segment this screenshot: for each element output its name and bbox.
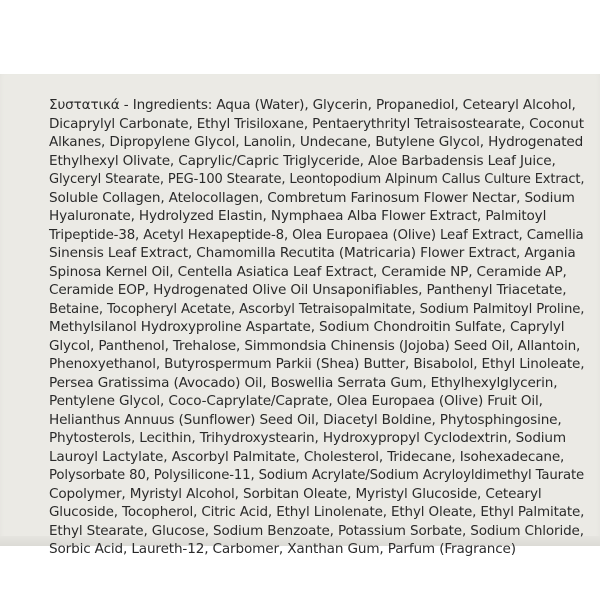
ingredients-line: Glyceryl Stearate, PEG-100 Stearate, Leontopodium Alpinum Callus Culture Extract,	[49, 171, 585, 187]
ingredients-line: Ethylhexyl Olivate, Caprylic/Capric Triglyceride, Aloe Barbadensis Leaf Juice,	[49, 152, 556, 169]
ingredients-line: Lauroyl Lactylate, Ascorbyl Palmitate, Cholesterol, Tridecane, Isohexadecane,	[49, 448, 565, 465]
ingredients-line: Spinosa Kernel Oil, Centella Asiatica Leaf Extract, Ceramide NP, Ceramide AP,	[49, 263, 567, 280]
ingredients-line: Ethyl Stearate, Glucose, Sodium Benzoate, Potassium Sorbate, Sodium Chloride,	[49, 522, 584, 539]
ingredients-line: Συστατικά - Ingredients: Aqua (Water), Glycerin, Propanediol, Cetearyl Alcohol,	[49, 97, 576, 113]
ingredients-line: Hyaluronate, Hydrolyzed Elastin, Nymphaea Alba Flower Extract, Palmitoyl	[49, 208, 547, 224]
ingredients-line: Dicaprylyl Carbonate, Ethyl Trisiloxane, Pentaerythrityl Tetraisostearate, Coconut	[49, 115, 584, 132]
ingredients-line: Phytosterols, Lecithin, Trihydroxystearin, Hydroxypropyl Cyclodextrin, Sodium	[49, 430, 566, 446]
ingredients-line: Helianthus Annuus (Sunflower) Seed Oil, Diacetyl Boldine, Phytosphingosine,	[49, 411, 562, 428]
ingredients-line: Pentylene Glycol, Coco-Caprylate/Caprate, Olea Europaea (Olive) Fruit Oil,	[49, 393, 543, 409]
ingredients-line: Sorbic Acid, Laureth-12, Carbomer, Xanthan Gum, Parfum (Fragrance)	[49, 541, 516, 557]
ingredients-line: Glucoside, Tocopherol, Citric Acid, Ethyl Linolenate, Ethyl Oleate, Ethyl Palmitate,	[49, 504, 585, 520]
ingredients-line: Tripeptide-38, Acetyl Hexapeptide-8, Olea Europaea (Olive) Leaf Extract, Camellia	[49, 226, 584, 243]
ingredients-line: Sinensis Leaf Extract, Chamomilla Recutita (Matricaria) Flower Extract, Argania	[49, 245, 576, 261]
ingredients-line: Phenoxyethanol, Butyrospermum Parkii (Shea) Butter, Bisabolol, Ethyl Linoleate,	[49, 356, 585, 372]
ingredients-line: Soluble Collagen, Atelocollagen, Combretum Farinosum Flower Nectar, Sodium	[49, 189, 575, 206]
ingredients-line: Alkanes, Dipropylene Glycol, Lanolin, Undecane, Butylene Glycol, Hydrogenated	[49, 134, 584, 150]
ingredients-line: Polysorbate 80, Polysilicone-11, Sodium Acrylate/Sodium Acryloyldimethyl Taurate	[49, 467, 585, 483]
ingredients-line: Ceramide EOP, Hydrogenated Olive Oil Unsaponifiables, Panthenyl Triacetate,	[49, 282, 567, 298]
ingredients-line: Copolymer, Myristyl Alcohol, Sorbitan Oleate, Myristyl Glucoside, Cetearyl	[49, 485, 542, 502]
ingredients-line: Methylsilanol Hydroxyproline Aspartate, Sodium Chondroitin Sulfate, Caprylyl	[49, 319, 565, 335]
ingredients-line: Persea Gratissima (Avocado) Oil, Boswellia Serrata Gum, Ethylhexylglycerin,	[49, 374, 558, 391]
ingredients-line: Betaine, Tocopheryl Acetate, Ascorbyl Tetraisopalmitate, Sodium Palmitoyl Proline,	[49, 300, 585, 317]
ingredients-text	[49, 96, 585, 559]
ingredients-line: Glycol, Panthenol, Trehalose, Simmondsia Chinensis (Jojoba) Seed Oil, Allantoin,	[49, 337, 581, 354]
